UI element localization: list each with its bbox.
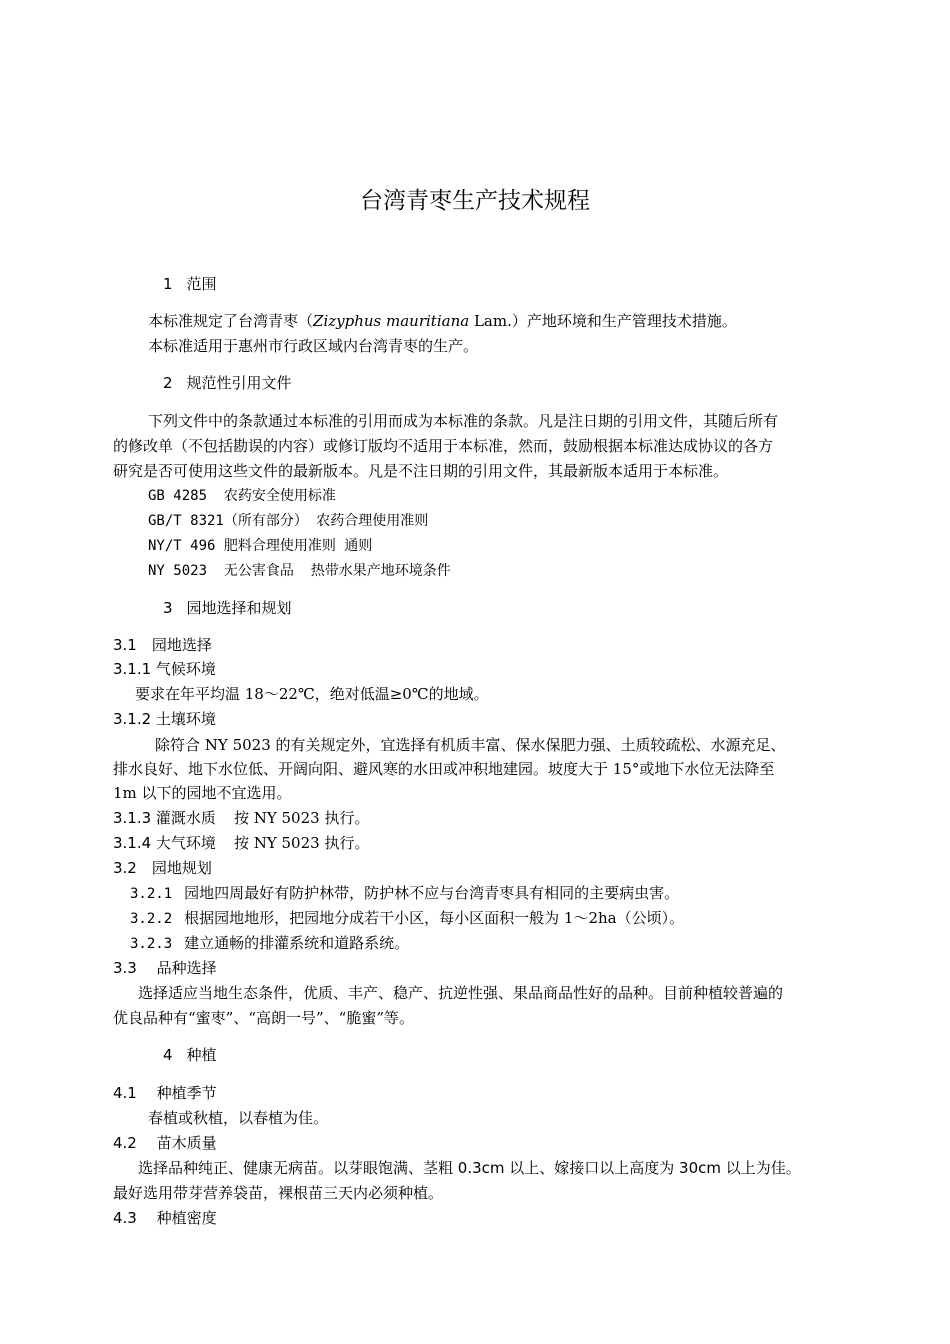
reference-item: GB 4285 农药安全使用标准 [148,488,336,504]
paragraph-line: 下列文件中的条款通过本标准的引用而成为本标准的条款。凡是注日期的引用文件，其随后所有 [148,412,779,430]
reference-item: NY 5023 无公害食品 热带水果产地环境条件 [148,563,451,579]
section-title: 规范性引用文件 [186,374,292,392]
paragraph-line: 最好选用带芽营养袋苗，裸根苗三天内必须种植。 [113,1184,444,1202]
subsection-heading: 3.3 品种选择 [113,959,217,977]
section-4-heading [163,1045,217,1065]
subsection-heading: 4.3 种植密度 [113,1209,217,1227]
text-run: Lam.）产地环境和生产管理技术措施。 [469,312,737,330]
paragraph: 要求在年平均温 18～22℃，绝对低温≥0℃的地域。 [135,685,489,703]
section-number: 3 [163,599,173,617]
section-title: 范围 [186,275,217,293]
text-run: 本标准规定了台湾青枣（ [148,312,314,330]
clause [113,808,369,828]
clause [130,908,684,929]
clause-text: 按 NY 5023 执行。 [233,834,370,852]
paragraph-line [138,1158,801,1178]
clause-text: 建立通畅的排灌系统和道路系统。 [184,934,410,952]
clause-text: 按 NY 5023 执行。 [233,809,370,827]
clause [113,833,369,853]
measurement: 30cm [679,1159,721,1177]
measurement: 0.3cm [457,1159,505,1177]
paragraph [148,311,737,331]
paragraph-line: 研究是否可使用这些文件的最新版本。凡是不注日期的引用文件，其最新版本适用于本标准。 [113,462,729,480]
document-title: 台湾青枣生产技术规程 [360,188,590,214]
section-number: 2 [163,374,173,392]
clause-number: 3.2.2 [130,911,173,927]
clause-number: 3.2.3 [130,936,173,952]
reference-item: NY/T 496 肥料合理使用准则 通则 [148,538,373,554]
paragraph: 本标准适用于惠州市行政区域内台湾青枣的生产。 [148,337,479,355]
subsection-heading: 3.1.2 土壤环境 [113,710,216,728]
text-run: 以上为佳。 [721,1159,801,1177]
paragraph-line: 的修改单（不包括勘误的内容）或修订版均不适用于本标准，然而，鼓励根据本标准达成协议的各方 [113,437,774,455]
paragraph-line: 选择适应当地生态条件，优质、丰产、稳产、抗逆性强、果品商品性好的品种。目前种植较普遍的 [138,984,784,1002]
section-1-heading [163,274,217,294]
section-title: 园地选择和规划 [186,599,292,617]
section-number: 1 [163,275,173,293]
subsection-heading: 3.2 园地规划 [113,859,212,877]
subsection-heading: 4.2 苗木质量 [113,1134,217,1152]
clause [130,933,409,954]
clause-number: 3.2.1 [130,886,173,902]
paragraph-line: 除符合 NY 5023 的有关规定外，宜选择有机质丰富、保水保肥力强、土质较疏松、水源充足、 [155,736,786,754]
clause-text: 根据园地地形，把园地分成若干小区，每小区面积一般为 1～2ha（公顷）。 [184,909,685,927]
paragraph-line: 排水良好、地下水位低、开阔向阳、避风寒的水田或冲积地建园。坡度大于 15°或地下水位无法降至 [113,760,775,778]
clause-label: 3.1.4 大气环境 [113,834,216,852]
section-number: 4 [163,1046,173,1064]
section-title: 种植 [186,1046,217,1064]
paragraph-line: 优良品种有“蜜枣”、“高朗一号”、“脆蜜”等。 [113,1009,415,1027]
section-3-heading [163,598,292,618]
paragraph: 春植或秋植，以春植为佳。 [148,1109,329,1127]
reference-item: GB/T 8321（所有部分） 农药合理使用准则 [148,513,429,529]
latin-name: Zizyphus mauritiana [313,312,470,330]
subsection-heading: 3.1.1 气候环境 [113,660,216,678]
clause [130,883,679,904]
text-run: 以上、嫁接口以上高度为 [504,1159,680,1177]
clause-text: 园地四周最好有防护林带，防护林不应与台湾青枣具有相同的主要病虫害。 [184,884,680,902]
paragraph-line: 1m 以下的园地不宜选用。 [113,784,292,802]
subsection-heading: 3.1 园地选择 [113,636,212,654]
section-2-heading [163,373,292,393]
subsection-heading: 4.1 种植季节 [113,1084,217,1102]
clause-label: 3.1.3 灌溉水质 [113,809,216,827]
text-run: 选择品种纯正、健康无病苗。以芽眼饱满、茎粗 [138,1159,458,1177]
